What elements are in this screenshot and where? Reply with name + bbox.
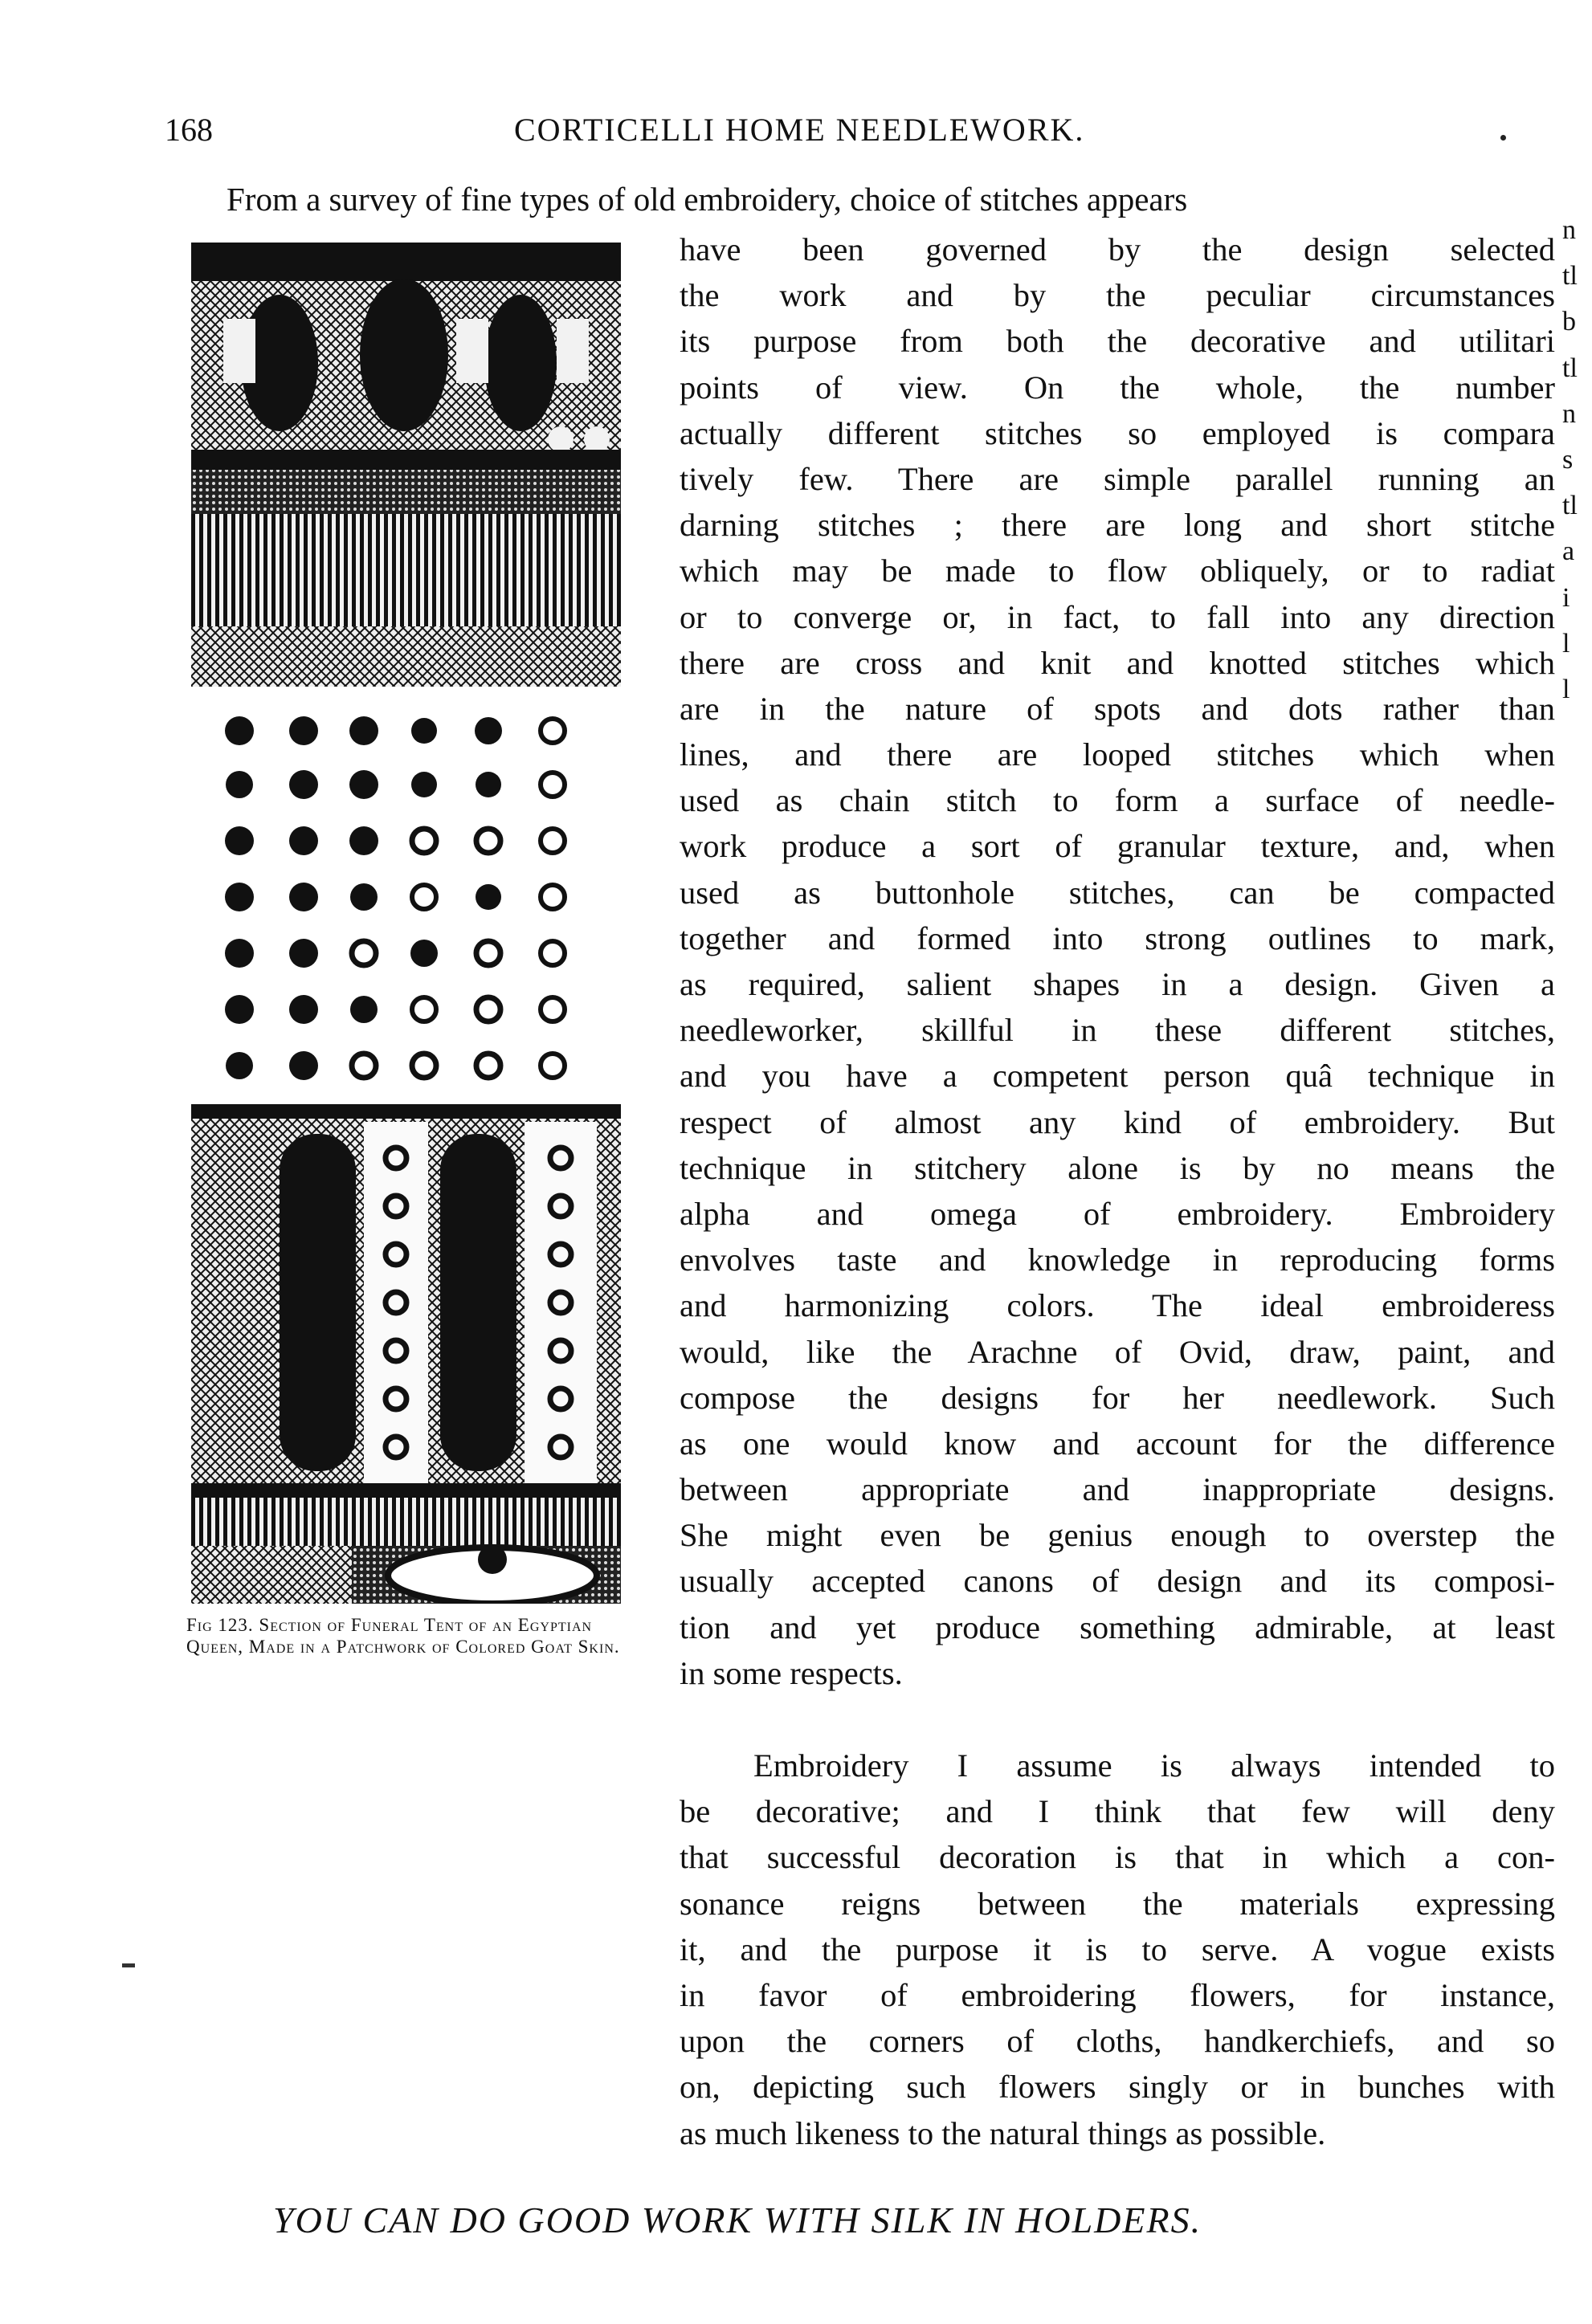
text-line: between appropriate and inappropriate designs. (680, 1471, 1555, 1508)
text-line: and harmonizing colors. The ideal embroideress (680, 1287, 1555, 1324)
margin-fragment: tl (1562, 491, 1578, 521)
text-line: tively few. There are simple parallel running an (680, 460, 1555, 497)
text-line: sonance reigns between the materials expressing (680, 1885, 1555, 1922)
margin-fragment: l (1562, 628, 1570, 658)
text-line: darning stitches ; there are long and short stitche (680, 507, 1555, 544)
text-line: usually accepted canons of design and its composi- (680, 1563, 1555, 1600)
text-line: points of view. On the whole, the number (680, 369, 1555, 406)
page-number: 168 (165, 112, 213, 148)
text-line: work produce a sort of granular texture, and, when (680, 828, 1555, 865)
text-line: have been governed by the design selected (680, 231, 1555, 267)
text-line: used as chain stitch to form a surface of needle- (680, 782, 1555, 819)
margin-fragment: i (1562, 582, 1570, 613)
margin-fragment: s (1562, 444, 1574, 475)
text-line: Embroidery I assume is always intended to (753, 1747, 1555, 1784)
main-text (680, 226, 1555, 2156)
text-line: together and formed into strong outlines to mark, (680, 919, 1555, 956)
text-line: on, depicting such flowers singly or in bunches with (680, 2069, 1555, 2106)
footer-slogan: YOU CAN DO GOOD WORK WITH SILK IN HOLDERS. (273, 2200, 1202, 2240)
text-line: which may be made to flow obliquely, or to radiat (680, 552, 1555, 589)
text-line: lines, and there are looped stitches which when (680, 736, 1555, 773)
paragraph-1 (680, 226, 1555, 1696)
print-speck (1500, 135, 1506, 141)
figure-caption: Fig 123. Section of Funeral Tent of an Egyptian Queen, Made in a Patchwork of Colored Goat Skin. (186, 1615, 620, 1657)
figure-funeral-tent (191, 243, 621, 1604)
margin-fragment: n (1562, 215, 1576, 245)
text-line: alpha and omega of embroidery. Embroidery (680, 1195, 1555, 1232)
text-line: it, and the purpose it is to serve. A vogue exists (680, 1931, 1555, 1967)
paragraph-2 (680, 1743, 1555, 2156)
margin-fragment: l (1562, 674, 1570, 704)
text-line: envolves taste and knowledge in reproducing forms (680, 1242, 1555, 1278)
margin-fragments (1562, 207, 1592, 712)
funeral-tent-illustration (191, 243, 621, 1604)
running-head: CORTICELLI HOME NEEDLEWORK. (514, 112, 1085, 148)
text-line: would, like the Arachne of Ovid, draw, paint, and (680, 1333, 1555, 1370)
text-line: tion and yet produce something admirable, at least (680, 1608, 1555, 1645)
text-line: there are cross and knit and knotted stitches which (680, 644, 1555, 681)
text-line: as required, salient shapes in a design. Given a (680, 966, 1555, 1002)
text-line: are in the nature of spots and dots rather than (680, 690, 1555, 727)
text-line: or to converge or, in fact, to fall into any direction (680, 598, 1555, 635)
text-line: needleworker, skillful in these different stitches, (680, 1012, 1555, 1049)
paragraph-gap (680, 1696, 1555, 1743)
print-mark (122, 1963, 135, 1967)
text-line: as one would know and account for the difference (680, 1425, 1555, 1462)
margin-fragment: tl (1562, 261, 1578, 292)
text-line: its purpose from both the decorative and utilitari (680, 323, 1555, 360)
intro-line: From a survey of fine types of old embroidery, choice of stitches appears (227, 181, 1188, 218)
text-line: as much likeness to the natural things as possible. (680, 2114, 1326, 2151)
text-line: upon the corners of cloths, handkerchiefs, and so (680, 2023, 1555, 2060)
text-line: She might even be genius enough to overstep the (680, 1517, 1555, 1554)
margin-fragment: tl (1562, 353, 1578, 383)
text-line: in favor of embroidering flowers, for instance, (680, 1976, 1555, 2013)
text-line: and you have a competent person quâ technique in (680, 1058, 1555, 1095)
text-line: actually different stitches so employed is compara (680, 414, 1555, 451)
text-line: in some respects. (680, 1654, 903, 1691)
text-line: compose the designs for her needlework. Such (680, 1379, 1555, 1416)
text-line: respect of almost any kind of embroidery. But (680, 1103, 1555, 1140)
text-line: used as buttonhole stitches, can be compacted (680, 874, 1555, 911)
margin-fragment: b (1562, 307, 1576, 337)
text-line: that successful decoration is that in which a con- (680, 1839, 1555, 1876)
text-line: be decorative; and I think that few will deny (680, 1793, 1555, 1830)
text-line: the work and by the peculiar circumstances (680, 277, 1555, 314)
margin-fragment: a (1562, 536, 1575, 567)
text-line: technique in stitchery alone is by no means the (680, 1149, 1555, 1186)
margin-fragment: n (1562, 398, 1576, 429)
